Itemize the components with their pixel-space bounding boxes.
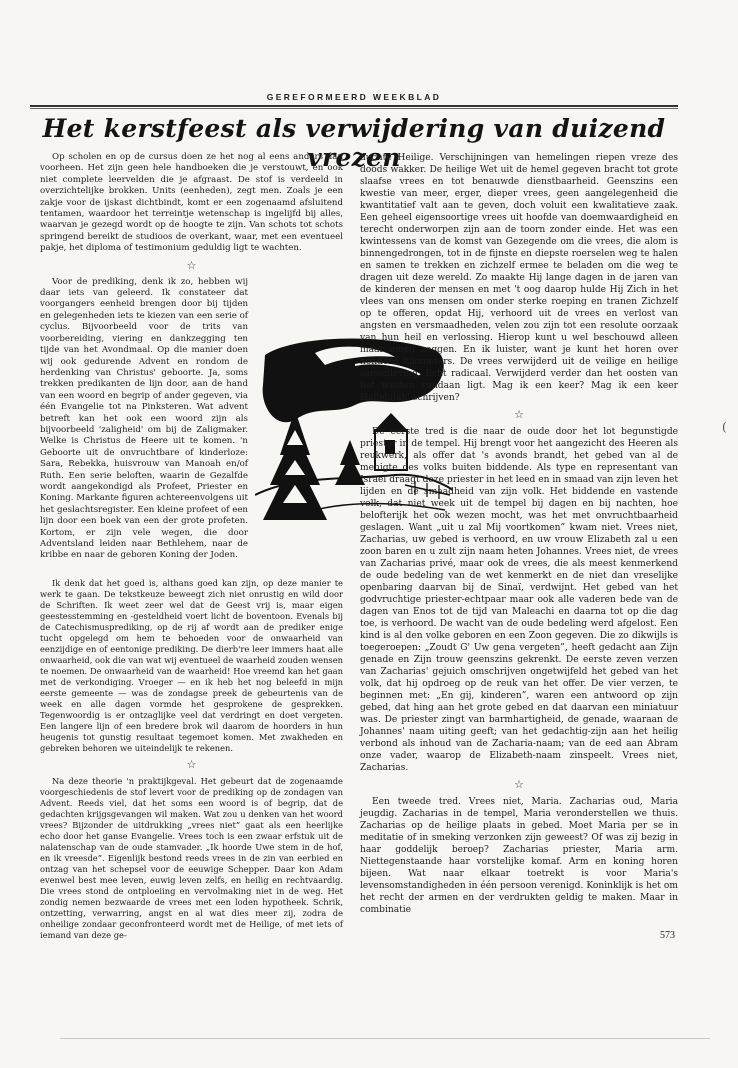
paragraph: De eerste tred is die naar de oude door het lot begunstigde priester in de tempel. Hij brengt voor het aangezicht des Heeren als reukwerk, als offer dat 's avonds brandt, het gebed van al de menigte des volks buiten biddende. Als type en representant van Israël draagt deze priester in het leed en in smaad van zijn leven het lijden en de smaadheid van zijn volk. Het biddende en vastende volk, dat niet week uit de tempel bij dagen en bij nachten, hoe belofterijk het ook wezen mocht, was het met onvruchtbaarheid geslagen. Want „uit u zal Mij voortkomen” kwam niet. Vrees niet, Zacharias, uw gebed is verhoord, en uw vrouw Elizabeth zal u een zoon baren en u zult zijn naam heten Johannes. Vrees niet, de vrees van Zacharias privé, maar ook de vrees, die als meest kenmerkend de oude bedeling van de wet kenmerkt en de niet dan vreselijke openbaring daarvan bij de Sinaï, verdwijnt. Het gebed van het godvruchtige priester-echtpaar maar ook alle vaderen bede van de dagen van Enos tot de tijd van Maleachi en daarna tot op die dag toe, is verhoord. De wacht van de oude bedeling werd afgelost. Een kind is al den volke geboren en een Zoon gegeven. Die zo dikwijls is toegeroepen: „Zoudt G' Uw gena vergeten”, heeft gedacht aan Zijn genade en Zijn trouw geenszins gekrenkt. De eerste zeven verzen van Zacharias' gejuich omschrijven ongetwijfeld het gebed van het volk, dat hij opdroeg op de reuk van het offer. De vier verzen, te beginnen met: „En gij, kinderen”, waren een antwoord op zijn gebed, dat hing aan het grote gebed en dat daarvan een miniatuur was. De priester zingt van barmhartigheid, de genade, waaraan de Johannes' naam uiting geeft; van het gedachtig-zijn aan het heilig verbond als inhoud van de Zacharia-naam; van de eed aan Abram onze vader, waarop de Elizabeth-naam zinspeelt. Vrees niet, Zacharias. <box>360 427 678 773</box>
header-rule <box>30 105 678 107</box>
right-column <box>360 152 678 916</box>
paragraph: Op scholen en op de cursus doen ze het nog al eens anders dan voorheen. Het zijn geen hele handboeken die je verstouwt, en ook niet complete leervelden die je afgraast. De stof is verdeeld in overzichtelijke brokken. Units (eenheden), zegt men. Zoals je een zakje voor de ijskast dichtbindt, komt er een zogenaamd afsluitend tentamen, waardoor het terreintje wetenschap is ingelijfd bij alles, waarvan je gezegd wordt op de hoogte te zijn. Van schots tot schots springend bereikt de studioos de overkant, waar, met een eventueel pakje, het diploma of testimonium geduldig ligt te wachten. <box>40 152 343 254</box>
star-separator: ☆ <box>186 258 197 272</box>
star-separator: ☆ <box>514 778 524 791</box>
left-column-lower <box>40 578 343 941</box>
paragraph: Een tweede tred. Vrees niet, Maria. Zacharias oud, Maria jeugdig. Zacharias in de tempel, Maria veronderstellen we thuis. Zacharias op de heilige plaats in gebed. Moet Maria per se in meditatie of in smeking verzonken zijn geweest? Of was zij bezig in haar goddelijk beroep? Zacharias priester, Maria arm. Niettegenstaande haar vorstelijke komaf. Arm en koning horen bijeen. Wat naar elkaar toetrekt is voor Maria's levensomstandigheden in één persoon verenigd. Koninklijk is het om het recht der armen en der verdrukten geldig te maken. Maar in combinatie <box>360 797 678 915</box>
header-rule-thin <box>30 108 678 109</box>
paragraph: Voor de prediking, denk ik zo, hebben wij daar iets van geleerd. Ik constateer dat voorgangers eenheid brengen door bij tijden en gelegenheden iets te kiezen van een serie of cyclus. Bijvoorbeeld voor de trits van voorbereiding, viering en dankzegging ten tijde van het Avondmaal. Op die manier doen wij ook gedurende Advent en rondom de herdenking van Christus' geboorte. Ja, soms trekken predikanten de lijn door, aan de hand van een woord en begrip of ander gegeven, via één Evangelie tot na Pinksteren. Wat advent betreft kan het ook een woord zijn als bijvoorbeeld 'zaligheid' om bij de Zaligmaker. Welke is Christus de Heere uit te komen. 'n Geboorte uit de onvruchtbare of kinderloze: Sara, Rebekka, huisvrouw van Manoah en/of Ruth. Een serie beloften, waarin de Gezalfde wordt aangekondigd als Profeet, Priester en Koning. Markante figuren achtereenvolgens uit het geslachtsregister. Een kleine profeet of een lijn door een boek van een der grote profeten. Kortom, er zijn vele wegen, die door Adventsland leiden naar Bethlehem, naar de kribbe en naar de geboren Koning der Joden. <box>40 276 248 561</box>
paragraph: duchte Heilige. Verschijningen van hemelingen riepen vreze des doods wakker. De heilige Wet uit de hemel gegeven bracht tot grote slaafse vrees en tot benauwde dienstbaarheid. Geenszins een kwestie van meer, erger, dieper vrees, geen aangelegenheid die kwantitatief valt aan te geven, doch voluit een kwalitatieve zaak. Een geheel eigensoortige vrees uit hoofde van doemwaardigheid en terecht onderworpen zijn aan de toorn zonder einde. Het was een kwintessens van de komst van Gezegende om die vrees, die alom is binnengedrongen, tot in de fijnste en diepste roerselen weg te halen en samen te trekken en zichzelf ermee te beladen om die weg te dragen uit deze wereld. Zo maakte Hij lange dagen in de jaren van de kinderen der mensen en met 't oog daarop hulde Hij Zich in het vlees van ons mensen om onder sterke roeping en tranen Zichzelf op te offeren, opdat Hij, verhoord uit de vrees en verlost van angsten en versmaadheden, velen zou zijn tot een resolute oorzaak van hun heil en verlossing. Hierop kunt u wel beschouwd alleen maar amen zeggen. En ik luister, want je kunt het horen over honderd kilometers. De vrees verwijderd uit de veilige en heilige samenleving. Echt radicaal. Verwijderd verder dan het oosten van het westen vandaan ligt. Mag ik een keer? Mag ik een keer Hallelujah' schrijven? <box>360 153 678 403</box>
article-title: Het kerstfeest als verwijdering van duizend vrezen <box>42 114 666 172</box>
star-separator: ☆ <box>186 758 197 771</box>
running-header: GEREFORMEERD WEEKBLAD <box>266 92 442 102</box>
paragraph: Na deze theorie 'n praktijkgeval. Het gebeurt dat de zogenaamde voorgeschiedenis de stof levert voor de prediking op de zondagen van Advent. Reeds viel, dat het soms een woord is of begrip, dat de gedachten krijgsgevangen wil maken. Wat zou u denken van het woord vrees? Bijzonder de uitdrukking „vrees niet” gaat als een heerlijke echo door het ganse Evangelie. Vrees toch is een zwaar erfstuk uit de nalatenschap van de oude stamvader. „Ik hoorde Uwe stem in de hof, en ik vreesde”. Eigenlijk bestond reeds vrees in de zin van eerbied en ontzag van het schepsel voor de eeuwige Schepper. Daar kon Adam evenwel best mee leven, euwig leven zelfs, en heilig en rechtvaardig. Die vrees stond de ontploeiing en vervolmaking niet in de weg. Het zondig nemen bezwaarde de vrees met een loden hypotheek. Schrik, ontzetting, verwarring, angst en al wat dies meer zij, zodra de onheilige zondaar geconfronteerd wordt met de Heilige, of met iets of iemand van deze ge- <box>40 776 343 940</box>
wrapped-text-block <box>40 277 248 562</box>
scan-edge-line <box>60 1038 710 1039</box>
paragraph: Ik denk dat het goed is, althans goed kan zijn, op deze manier te werk te gaan. De tekstkeuze beweegt zich niet onrustig en wild door de Schriften. Ik weet zeer wel dat de Geest vrij is, maar eigen geestesstemming en -gesteldheid voert licht de boventoon. Evenals bij de Catechismusprediking, op de rij af wordt aan de prediker enige tucht opgelegd om hem te behoeden voor de onwaarheid van eenzijdige en of eentonige prediking. De dierb're leer immers haat alle onwaarheid, ook die van wat wij eventueel de waarheid zouden wensen te noemen. De onwaarheid van de waarheid! Hoe vreemd kan het gaan met de verkondiging. Vroeger — en ik heb het nog beleefd in mijn eerste gemeente — was de zondagse preek de gebeurtenis van de week en alle dagen vormde het gesprokene de gesprekken. Tegenwoordig is er ontzaglijke veel dat verdringt en doet vergeten. Een langere lijn of een bredere brok wil daarom de hoorders in hun heugenis tot gunstig resultaat tegemoet komen. Met zwakheden en gebreken behoren we uiteindelijk te rekenen. <box>40 578 343 753</box>
star-separator: ☆ <box>514 408 524 421</box>
page-number: 573 <box>660 930 675 941</box>
margin-mark: ( <box>722 420 727 434</box>
